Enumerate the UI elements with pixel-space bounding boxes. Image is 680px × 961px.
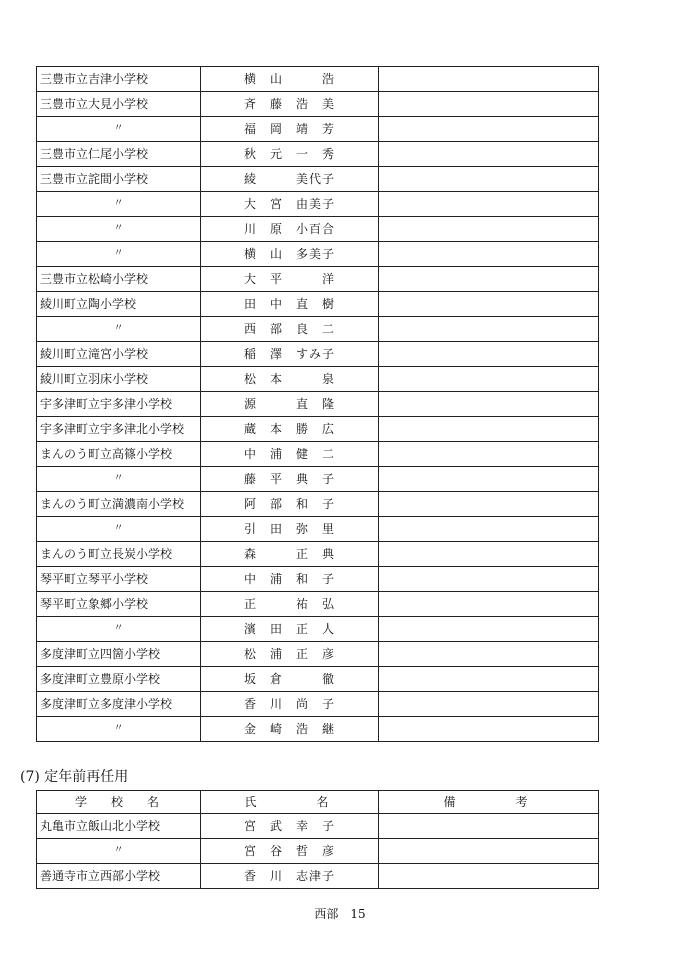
table-row <box>37 342 599 367</box>
school-cell: まんのう町立高篠小学校 <box>37 442 201 467</box>
table-row <box>37 317 599 342</box>
note-cell <box>379 617 599 642</box>
name-cell: 大 宮 由美子 <box>201 192 379 217</box>
school-cell: 多度津町立豊原小学校 <box>37 667 201 692</box>
school-cell: 〃 <box>37 317 201 342</box>
note-cell <box>379 814 599 839</box>
name-cell: 源 直 隆 <box>201 392 379 417</box>
note-cell <box>379 117 599 142</box>
note-cell <box>379 839 599 864</box>
table-row <box>37 692 599 717</box>
school-cell: 善通寺市立西部小学校 <box>37 864 201 889</box>
header-note: 備 考 <box>379 791 599 814</box>
name-cell: 大 平 洋 <box>201 267 379 292</box>
table-row <box>37 467 599 492</box>
name-cell: 松 浦 正 彦 <box>201 642 379 667</box>
school-cell: 〃 <box>37 117 201 142</box>
school-cell: 〃 <box>37 242 201 267</box>
name-cell: 横 山 多美子 <box>201 242 379 267</box>
retirement-table-body <box>37 814 599 889</box>
table-row <box>37 814 599 839</box>
school-cell: 琴平町立琴平小学校 <box>37 567 201 592</box>
school-cell: 三豊市立松崎小学校 <box>37 267 201 292</box>
name-cell: 斉 藤 浩 美 <box>201 92 379 117</box>
school-cell: 〃 <box>37 467 201 492</box>
name-cell: 森 正 典 <box>201 542 379 567</box>
name-cell: 宮 武 幸 子 <box>201 814 379 839</box>
header-school: 学 校 名 <box>37 791 201 814</box>
table-row <box>37 167 599 192</box>
table-row <box>37 67 599 92</box>
name-cell: 金 崎 浩 継 <box>201 717 379 742</box>
school-cell: 宇多津町立宇多津小学校 <box>37 392 201 417</box>
name-cell: 田 中 直 樹 <box>201 292 379 317</box>
school-cell: 〃 <box>37 839 201 864</box>
note-cell <box>379 142 599 167</box>
name-cell: 西 部 良 二 <box>201 317 379 342</box>
note-cell <box>379 667 599 692</box>
name-cell: 正 祐 弘 <box>201 592 379 617</box>
note-cell <box>379 642 599 667</box>
name-cell: 引 田 弥 里 <box>201 517 379 542</box>
section-heading: (7) 定年前再任用 <box>20 769 129 785</box>
table-row <box>37 667 599 692</box>
note-cell <box>379 692 599 717</box>
note-cell <box>379 317 599 342</box>
appointment-table-body <box>37 67 599 742</box>
table-row <box>37 492 599 517</box>
table-row <box>37 417 599 442</box>
table-row <box>37 92 599 117</box>
note-cell <box>379 367 599 392</box>
table-row <box>37 267 599 292</box>
name-cell: 中 浦 健 二 <box>201 442 379 467</box>
name-cell: 香 川 尚 子 <box>201 692 379 717</box>
school-cell: 丸亀市立飯山北小学校 <box>37 814 201 839</box>
table-row <box>37 192 599 217</box>
school-cell: まんのう町立長炭小学校 <box>37 542 201 567</box>
name-cell: 蔵 本 勝 広 <box>201 417 379 442</box>
note-cell <box>379 342 599 367</box>
name-cell: 秋 元 一 秀 <box>201 142 379 167</box>
note-cell <box>379 517 599 542</box>
school-cell: 琴平町立象郷小学校 <box>37 592 201 617</box>
note-cell <box>379 717 599 742</box>
school-cell: 綾川町立滝宮小学校 <box>37 342 201 367</box>
appointment-table <box>36 66 599 742</box>
school-cell: 〃 <box>37 517 201 542</box>
table-header-row <box>37 791 599 814</box>
table-row <box>37 442 599 467</box>
table-row <box>37 567 599 592</box>
name-cell: 濱 田 正 人 <box>201 617 379 642</box>
note-cell <box>379 192 599 217</box>
note-cell <box>379 567 599 592</box>
note-cell <box>379 292 599 317</box>
school-cell: 〃 <box>37 192 201 217</box>
school-cell: 〃 <box>37 617 201 642</box>
name-cell: 綾 美代子 <box>201 167 379 192</box>
school-cell: 三豊市立詫間小学校 <box>37 167 201 192</box>
name-cell: 坂 倉 徹 <box>201 667 379 692</box>
table-row <box>37 117 599 142</box>
name-cell: 稲 澤 すみ子 <box>201 342 379 367</box>
name-cell: 川 原 小百合 <box>201 217 379 242</box>
school-cell: まんのう町立満濃南小学校 <box>37 492 201 517</box>
note-cell <box>379 167 599 192</box>
note-cell <box>379 492 599 517</box>
note-cell <box>379 267 599 292</box>
table-row <box>37 642 599 667</box>
retirement-reappointment-table <box>36 790 599 889</box>
school-cell: 多度津町立多度津小学校 <box>37 692 201 717</box>
note-cell <box>379 864 599 889</box>
note-cell <box>379 417 599 442</box>
name-cell: 藤 平 典 子 <box>201 467 379 492</box>
note-cell <box>379 542 599 567</box>
name-cell: 中 浦 和 子 <box>201 567 379 592</box>
name-cell: 阿 部 和 子 <box>201 492 379 517</box>
table-row <box>37 839 599 864</box>
table-row <box>37 142 599 167</box>
note-cell <box>379 67 599 92</box>
name-cell: 横 山 浩 <box>201 67 379 92</box>
table-row <box>37 542 599 567</box>
note-cell <box>379 467 599 492</box>
school-cell: 三豊市立仁尾小学校 <box>37 142 201 167</box>
school-cell: 綾川町立羽床小学校 <box>37 367 201 392</box>
school-cell: 宇多津町立宇多津北小学校 <box>37 417 201 442</box>
school-cell: 〃 <box>37 217 201 242</box>
school-cell: 三豊市立大見小学校 <box>37 92 201 117</box>
name-cell: 福 岡 靖 芳 <box>201 117 379 142</box>
note-cell <box>379 242 599 267</box>
school-cell: 〃 <box>37 717 201 742</box>
table-row <box>37 864 599 889</box>
note-cell <box>379 392 599 417</box>
table-row <box>37 367 599 392</box>
note-cell <box>379 592 599 617</box>
note-cell <box>379 217 599 242</box>
table-row <box>37 242 599 267</box>
note-cell <box>379 442 599 467</box>
table-row <box>37 717 599 742</box>
table-row <box>37 517 599 542</box>
name-cell: 松 本 泉 <box>201 367 379 392</box>
school-cell: 綾川町立陶小学校 <box>37 292 201 317</box>
table-row <box>37 392 599 417</box>
name-cell: 宮 谷 哲 彦 <box>201 839 379 864</box>
school-cell: 三豊市立吉津小学校 <box>37 67 201 92</box>
note-cell <box>379 92 599 117</box>
table-row <box>37 592 599 617</box>
school-cell: 多度津町立四箇小学校 <box>37 642 201 667</box>
page-number: 西部 15 <box>314 907 366 921</box>
name-cell: 香 川 志津子 <box>201 864 379 889</box>
table-row <box>37 217 599 242</box>
table-row <box>37 292 599 317</box>
header-name: 氏 名 <box>201 791 379 814</box>
table-row <box>37 617 599 642</box>
